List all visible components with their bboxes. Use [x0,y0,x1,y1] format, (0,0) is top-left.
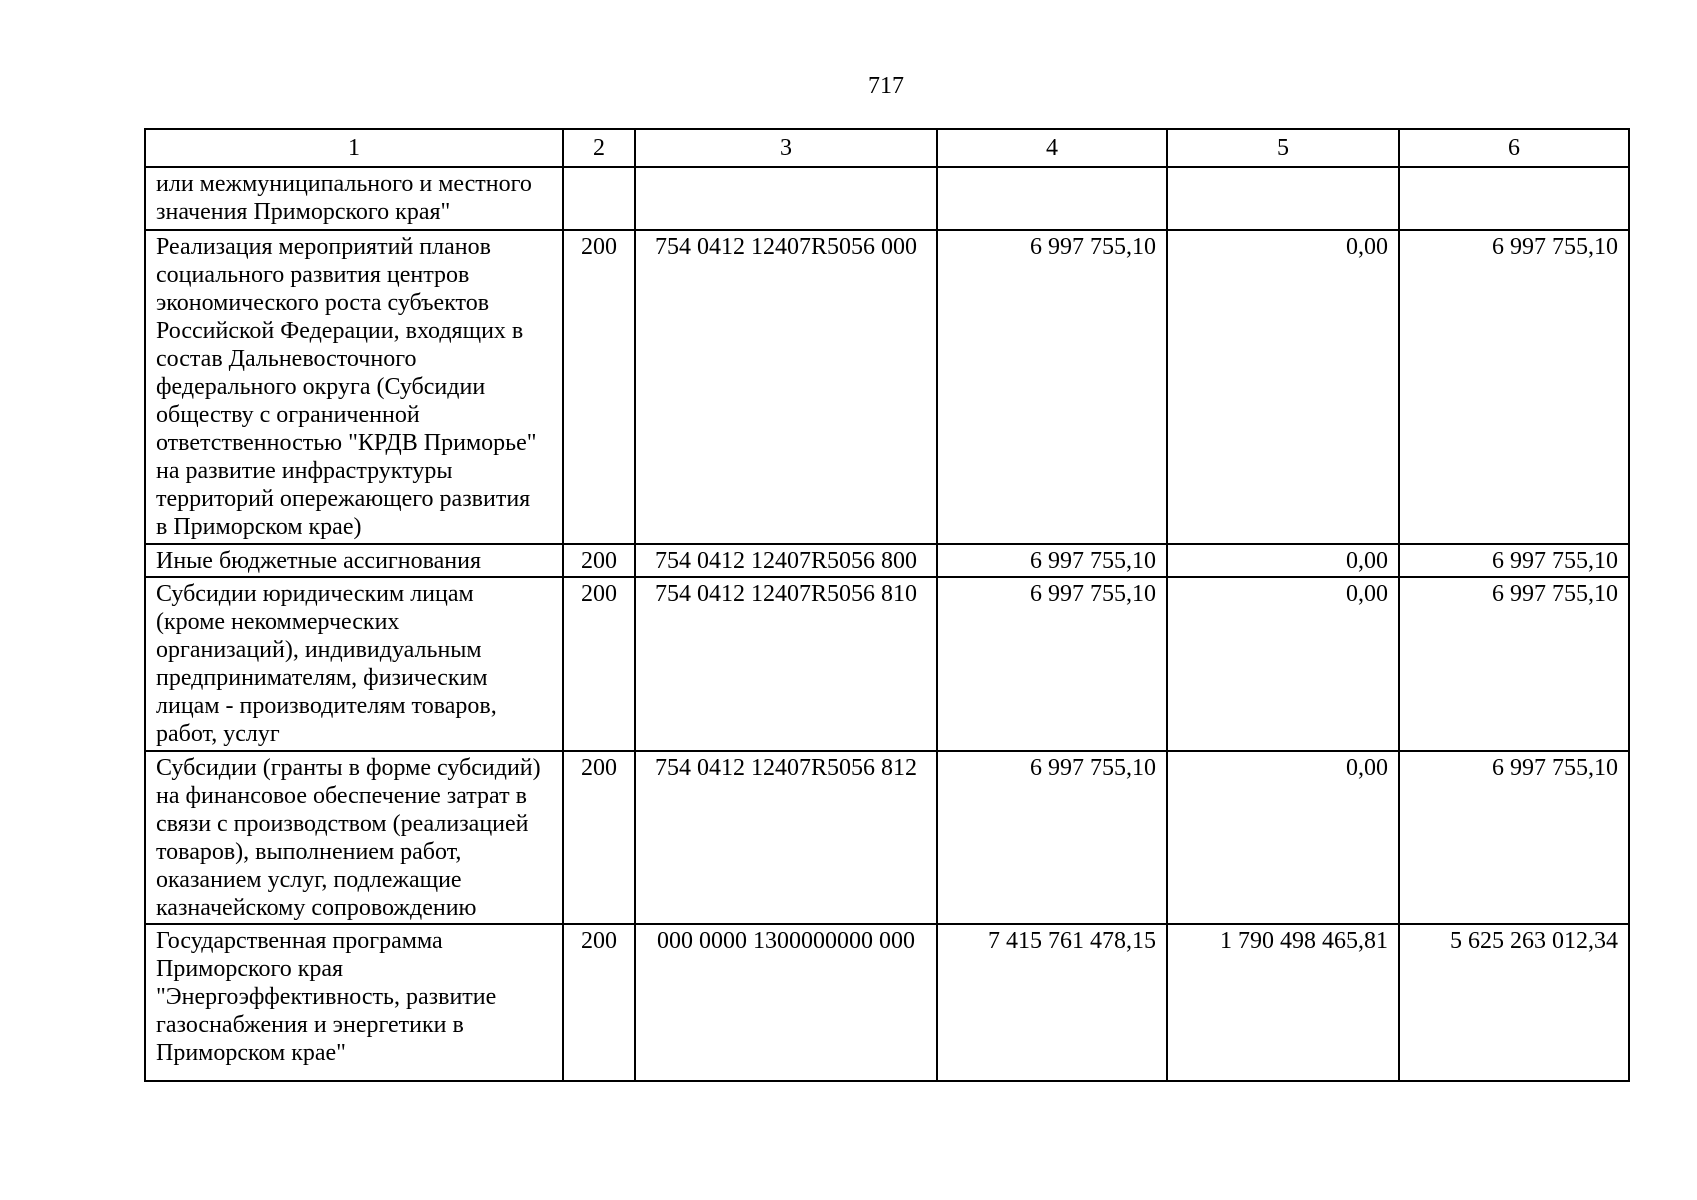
budget-table [144,128,1630,1082]
column-2-cell [563,167,635,230]
table-row [145,544,1629,577]
amount-column-4-cell: 6 997 755,10 [937,544,1167,577]
table-header-row [145,129,1629,167]
budget-code-cell: 754 0412 12407R5056 000 [635,230,937,544]
table-row [145,230,1629,544]
amount-column-4-cell: 6 997 755,10 [937,230,1167,544]
amount-column-6-cell: 6 997 755,10 [1399,544,1629,577]
amount-column-6-cell: 5 625 263 012,34 [1399,924,1629,1081]
budget-code-cell [635,167,937,230]
amount-column-6-cell: 6 997 755,10 [1399,751,1629,924]
column-2-cell: 200 [563,544,635,577]
header-cell-2: 2 [563,129,635,167]
amount-column-5-cell: 0,00 [1167,577,1399,751]
table-header [145,129,1629,167]
budget-code-cell: 754 0412 12407R5056 810 [635,577,937,751]
header-cell-6: 6 [1399,129,1629,167]
description-cell: Иные бюджетные ассигнования [145,544,563,577]
table-body [145,167,1629,1081]
amount-column-5-cell: 0,00 [1167,230,1399,544]
amount-column-4-cell: 7 415 761 478,15 [937,924,1167,1081]
amount-column-5-cell: 1 790 498 465,81 [1167,924,1399,1081]
column-2-cell: 200 [563,230,635,544]
column-2-cell: 200 [563,924,635,1081]
header-cell-1: 1 [145,129,563,167]
amount-column-6-cell: 6 997 755,10 [1399,577,1629,751]
amount-column-5-cell [1167,167,1399,230]
header-cell-3: 3 [635,129,937,167]
amount-column-4-cell: 6 997 755,10 [937,751,1167,924]
amount-column-5-cell: 0,00 [1167,544,1399,577]
description-cell: Субсидии (гранты в форме субсидий) на финансовое обеспечение затрат в связи с производством (реализацией товаров), выполнением работ, оказанием услуг, подлежащие казначейскому сопровождению [145,751,563,924]
budget-code-cell: 754 0412 12407R5056 812 [635,751,937,924]
table-row [145,577,1629,751]
description-cell: Реализация мероприятий планов социального развития центров экономического роста субъектов Российской Федерации, входящих в состав Дальневосточного федерального округа (Субсидии обществу с ограниченной ответственностью "КРДВ Приморье" на развитие инфраструктуры территорий опережающего развития в Приморском крае) [145,230,563,544]
page-number: 717 [868,73,904,99]
description-cell: Государственная программа Приморского края "Энергоэффективность, развитие газоснабжения и энергетики в Приморском крае" [145,924,563,1081]
column-2-cell: 200 [563,577,635,751]
amount-column-5-cell: 0,00 [1167,751,1399,924]
budget-code-cell: 000 0000 1300000000 000 [635,924,937,1081]
table-row [145,751,1629,924]
description-cell: Субсидии юридическим лицам (кроме некоммерческих организаций), индивидуальным предпринимателям, физическим лицам - производителям товаров, работ, услуг [145,577,563,751]
amount-column-6-cell: 6 997 755,10 [1399,230,1629,544]
amount-column-4-cell: 6 997 755,10 [937,577,1167,751]
header-cell-4: 4 [937,129,1167,167]
table-row [145,167,1629,230]
table-row [145,924,1629,1081]
amount-column-4-cell [937,167,1167,230]
budget-code-cell: 754 0412 12407R5056 800 [635,544,937,577]
description-cell: или межмуниципального и местного значения Приморского края" [145,167,563,230]
amount-column-6-cell [1399,167,1629,230]
header-cell-5: 5 [1167,129,1399,167]
column-2-cell: 200 [563,751,635,924]
